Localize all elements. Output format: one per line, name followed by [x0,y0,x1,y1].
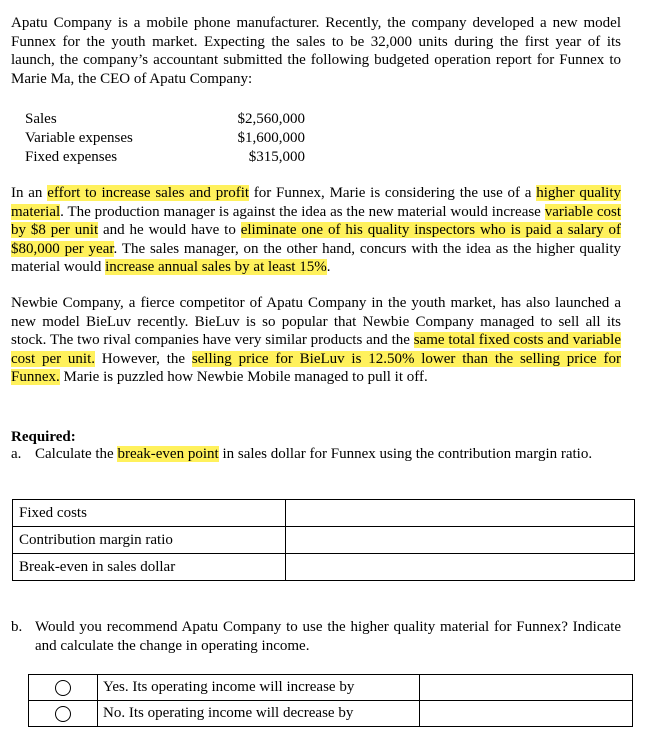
highlight: break-even point [117,446,219,462]
row-label: Contribution margin ratio [13,527,286,554]
table-row [13,527,635,554]
choice-row [29,701,633,727]
highlight: same total fixed costs and variable cost per unit. [11,332,621,367]
text-run: and he would have to [98,222,241,238]
highlight: eliminate one of his quality inspectors who is paid a salary of $80,000 per year [11,222,621,257]
radio-no-icon[interactable] [55,706,71,722]
option-no-label: No. Its operating income will decrease by [98,701,420,727]
budget-row-fixed [25,148,305,167]
budget-value: $2,560,000 [237,111,305,127]
text-run: Calculate the [35,446,118,462]
answer-table-a [12,499,635,581]
required-heading: Required: [11,429,76,445]
budget-value: $315,000 [248,149,305,165]
scenario-paragraph [11,184,621,277]
competitor-paragraph [11,294,621,387]
text-run: in sales dollar for Funnex using the contribution margin ratio. [218,446,593,462]
row-label: Break-even in sales dollar [13,554,286,581]
fixed-costs-answer-cell[interactable] [286,500,635,527]
highlight: variable cost by $8 per unit [11,203,621,238]
text-run: . [326,259,331,275]
highlight: selling price for BieLuv is 12.50% lower than the selling price for Funnex. [11,350,621,385]
choice-row [29,675,633,701]
radio-yes-icon[interactable] [55,680,71,696]
budget-label: Variable expenses [25,130,133,146]
cm-ratio-answer-cell[interactable] [286,527,635,554]
decrease-answer-cell[interactable] [420,701,633,727]
text-run: However, the [94,350,192,367]
text-run: . The sales manager, on the other hand, concurs with the idea as the higher quality material would [11,240,621,275]
text-run: Newbie Company, a fierce competitor of Apatu Company in the youth market, has also launched a new model BieLuv recently. BieLuv is so popular that Newbie Company managed to sell all its stock. The two rival companies have very similar products and the [11,295,621,348]
text-run: for Funnex, Marie is considering the use of a [249,185,537,201]
table-row [13,500,635,527]
budget-label: Sales [25,111,57,127]
budget-value: $1,600,000 [237,130,305,146]
question-text [35,445,621,464]
highlight: increase annual sales by at least 15% [105,259,327,275]
text-run: Marie is puzzled how Newbie Mobile managed to pull it off. [59,369,428,385]
highlight: effort to increase sales and profit [47,185,250,201]
text-run: In an [11,185,48,201]
budget-label: Fixed expenses [25,149,118,165]
increase-answer-cell[interactable] [420,675,633,701]
budget-row-sales [25,110,305,129]
question-letter: a. [11,446,22,462]
breakeven-answer-cell[interactable] [286,554,635,581]
option-yes-label: Yes. Its operating income will increase by [98,675,420,701]
question-text: Would you recommend Apatu Company to use the higher quality material for Funnex? Indicate and calculate the change in operating income. [35,619,621,654]
answer-table-b [28,674,633,727]
budget-row-variable [25,129,305,148]
text-run: . The production manager is against the idea as the new material would increase [60,203,545,220]
question-letter: b. [11,619,23,635]
intro-paragraph: Apatu Company is a mobile phone manufacturer. Recently, the company developed a new model Funnex for the youth market. Expecting the sales to be 32,000 units during the first year of its launch, the company’s accountant submitted the following budgeted operation report for Funnex to Marie Ma, the CEO of Apatu Company: [11,15,621,87]
table-row [13,554,635,581]
highlight: higher quality material [11,185,621,220]
budget-report [25,110,305,167]
row-label: Fixed costs [13,500,286,527]
